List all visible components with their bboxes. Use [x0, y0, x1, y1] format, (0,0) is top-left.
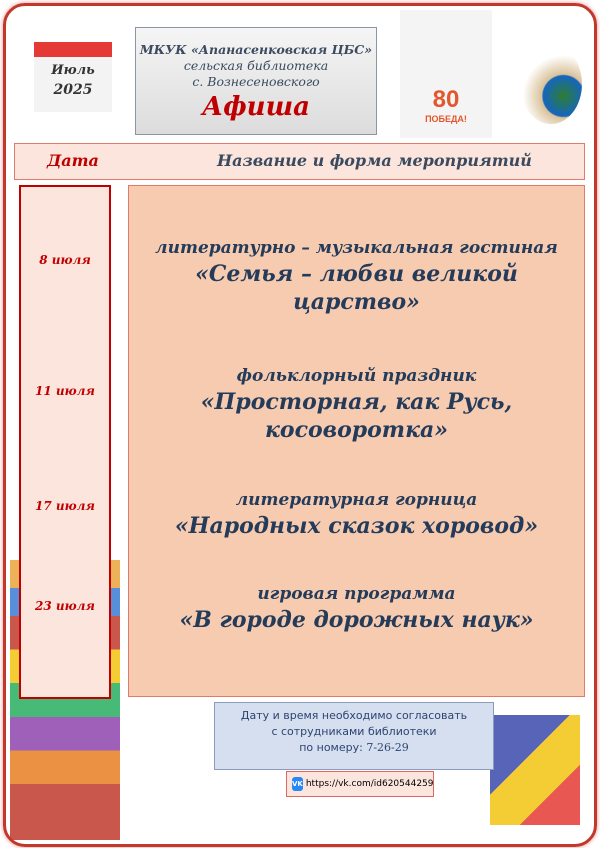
event-name: «Народных сказок хоровод»	[174, 513, 539, 539]
note-line: Дату и время необходимо согласовать	[240, 709, 468, 722]
event-name: «Просторная, как Русь, косоворотка»	[200, 389, 513, 443]
calendar-icon	[34, 42, 112, 112]
org-name: МКУК «Апанасенковская ЦБС»	[139, 42, 373, 57]
event-name: «Семья – любви великой царство»	[195, 261, 518, 315]
calendar-month: Июль	[51, 63, 95, 78]
phone-number: 7-26-29	[366, 741, 409, 754]
event-form: литературная горница	[235, 490, 478, 510]
event-item	[129, 238, 584, 316]
event-date: 11 июля	[35, 384, 95, 398]
events-column	[128, 185, 585, 697]
event-item	[129, 584, 584, 634]
vk-url[interactable]: https://vk.com/id620544259	[305, 779, 434, 789]
event-form: фольклорный праздник	[236, 366, 477, 386]
contact-note	[214, 702, 494, 770]
event-date: 8 июля	[39, 253, 91, 267]
calendar-year: 2025	[53, 82, 93, 98]
event-name: «В городе дорожных наук»	[179, 607, 534, 633]
table-header	[14, 143, 585, 180]
event-form: игровая программа	[257, 584, 456, 604]
books-illustration-right	[490, 715, 580, 825]
note-line: по номеру:	[299, 741, 363, 754]
event-item	[129, 366, 584, 444]
village-name: с. Вознесеновского	[192, 74, 320, 89]
name-column-header: Название и форма мероприятий	[217, 151, 532, 170]
logo-number: 80	[432, 86, 460, 113]
vk-icon: VK	[292, 777, 303, 791]
event-date: 17 июля	[35, 499, 95, 513]
event-form: литературно – музыкальная гостиная	[155, 238, 558, 258]
vk-link[interactable]	[286, 771, 434, 797]
logo-text: ПОБЕДА!	[425, 114, 467, 124]
event-item	[129, 490, 584, 540]
date-column-header: Дата	[47, 151, 99, 170]
poster-title: Афиша	[202, 92, 310, 122]
note-line: с сотрудниками библиотеки	[271, 725, 437, 738]
library-name: сельская библиотека	[183, 58, 329, 73]
event-date: 23 июля	[35, 599, 95, 613]
header-box	[135, 27, 377, 135]
quill-globe-icon	[520, 44, 582, 124]
dates-column	[19, 185, 111, 699]
victory-80-logo	[400, 10, 492, 138]
